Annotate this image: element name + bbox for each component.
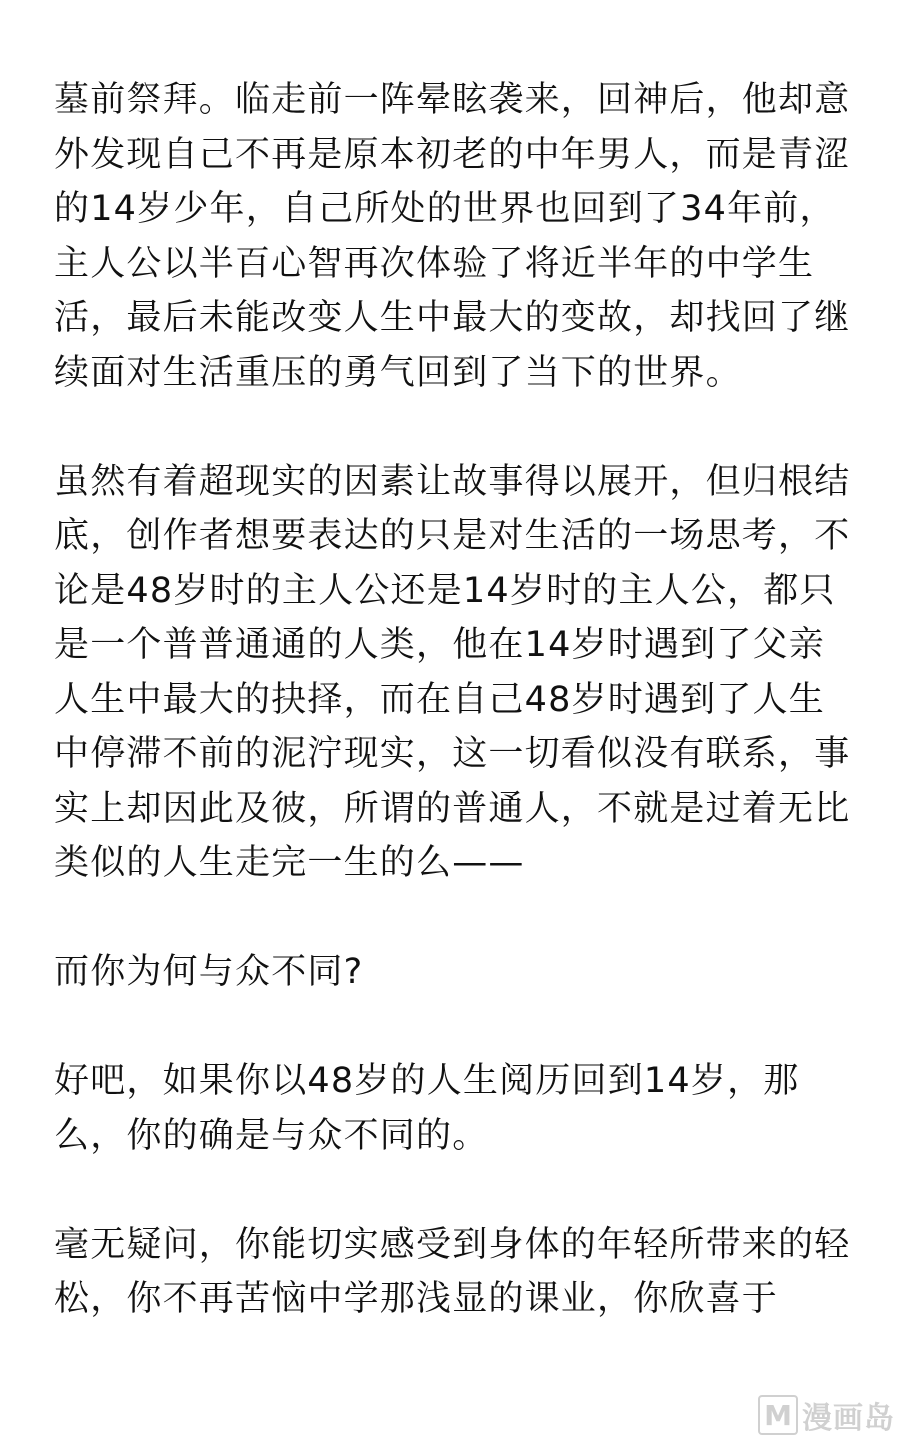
- article-body: [54, 73, 854, 1327]
- paragraph-2: 虽然有着超现实的因素让故事得以展开，但归根结底，创作者想要表达的只是对生活的一场思考，不论是48岁时的主人公还是14岁时的主人公，都只是一个普普通通的人类，他在14岁时遇到了父亲人生中最大的抉择，而在自己48岁时遇到了人生中停滞不前的泥泞现实，这一切看似没有联系，事实上却因此及彼，所谓的普通人，不就是过着无比类似的人生走完一生的么——: [54, 461, 851, 883]
- paragraph-3: 而你为何与众不同?: [54, 952, 364, 992]
- watermark-logo-icon: M: [758, 1395, 798, 1435]
- paragraph-gap: [54, 891, 854, 946]
- paragraph-4: 好吧，如果你以48岁的人生阅历回到14岁，那么，你的确是与众不同的。: [54, 1061, 800, 1156]
- watermark-text: 漫画岛: [802, 1401, 895, 1436]
- site-watermark: [758, 1393, 895, 1437]
- paragraph-gap: [54, 1163, 854, 1218]
- paragraph-1: 墓前祭拜。临走前一阵晕眩袭来，回神后，他却意外发现自己不再是原本初老的中年男人，而是青涩的14岁少年，自己所处的世界也回到了34年前，主人公以半百心智再次体验了将近半年的中学生活，最后未能改变人生中最大的变故，却找回了继续面对生活重压的勇气回到了当下的世界。: [54, 80, 851, 393]
- paragraph-5: 毫无疑问，你能切实感受到身体的年轻所带来的轻松，你不再苦恼中学那浅显的课业，你欣喜于: [54, 1224, 851, 1319]
- paragraph-gap: [54, 1000, 854, 1055]
- paragraph-gap: [54, 400, 854, 455]
